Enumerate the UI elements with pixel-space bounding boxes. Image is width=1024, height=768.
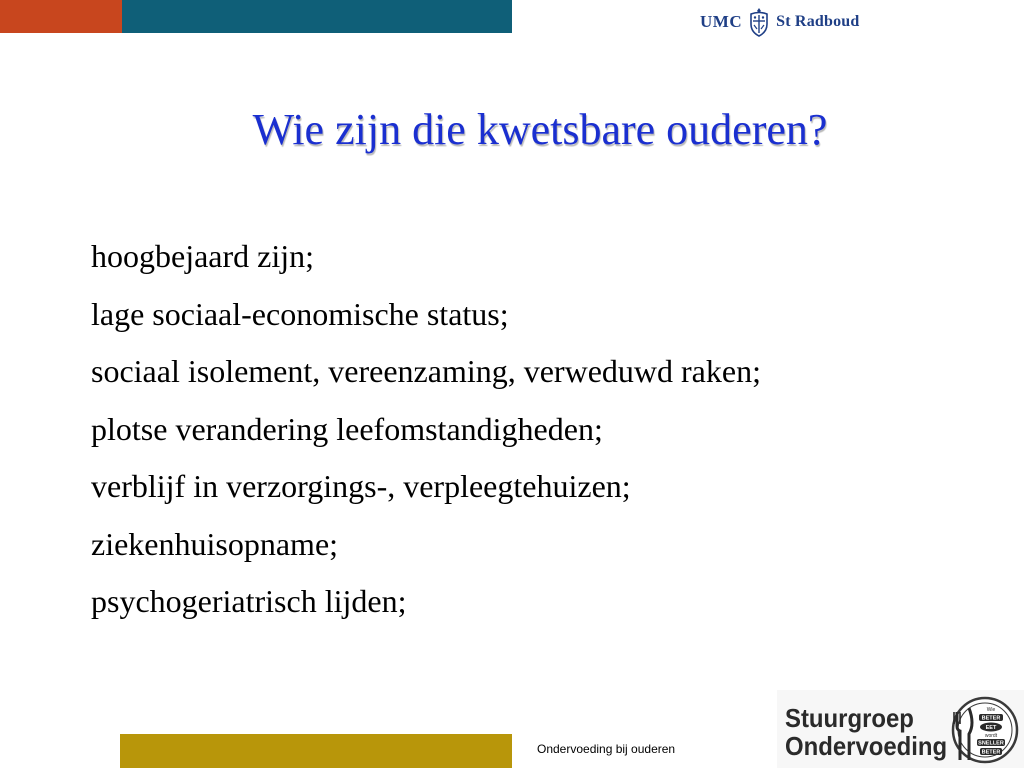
stuurgroep-ondervoeding-logo: [777, 690, 1024, 768]
fork-knife-emblem-icon: [947, 694, 1019, 766]
emblem-word: EET: [985, 725, 997, 731]
bullet-item: sociaal isolement, vereenzaming, verweduwd raken;: [91, 353, 761, 389]
emblem-word: SNELLER: [978, 740, 1004, 747]
bullet-item: ziekenhuisopname;: [91, 525, 339, 562]
bullet-list: [91, 228, 761, 631]
bullet-item: lage sociaal-economische status;: [91, 295, 509, 332]
bullet-item: verblijf in verzorgings-, verpleegtehuizen;: [91, 468, 631, 504]
emblem-word: BETER: [981, 715, 1001, 722]
slide-title: Wie zijn die kwetsbare ouderen?: [252, 105, 828, 154]
bullet-item: psychogeriatrisch lijden;: [91, 583, 407, 619]
logo-line-ondervoeding: Ondervoeding: [785, 731, 948, 761]
logo-line-stuurgroep: Stuurgroep: [785, 703, 914, 733]
logo-text-st-radboud: St Radboud: [776, 13, 860, 30]
bullet-item: plotse verandering leefomstandigheden;: [91, 410, 603, 447]
crest-icon: [748, 7, 770, 37]
footer-text: Ondervoeding bij ouderen: [537, 742, 676, 756]
footer-bar-gold: [120, 734, 512, 768]
emblem-word: Wie: [986, 707, 996, 713]
logo-text-umc: UMC: [700, 12, 743, 31]
emblem-word: wordt: [984, 733, 998, 739]
logo-wordmark: [785, 704, 947, 760]
umc-radboud-logo: [700, 4, 859, 40]
header-bar-teal: [122, 0, 512, 33]
emblem-word: BETER: [981, 749, 1001, 756]
header-bar-orange: [0, 0, 122, 33]
bullet-item: hoogbejaard zijn;: [91, 238, 315, 274]
